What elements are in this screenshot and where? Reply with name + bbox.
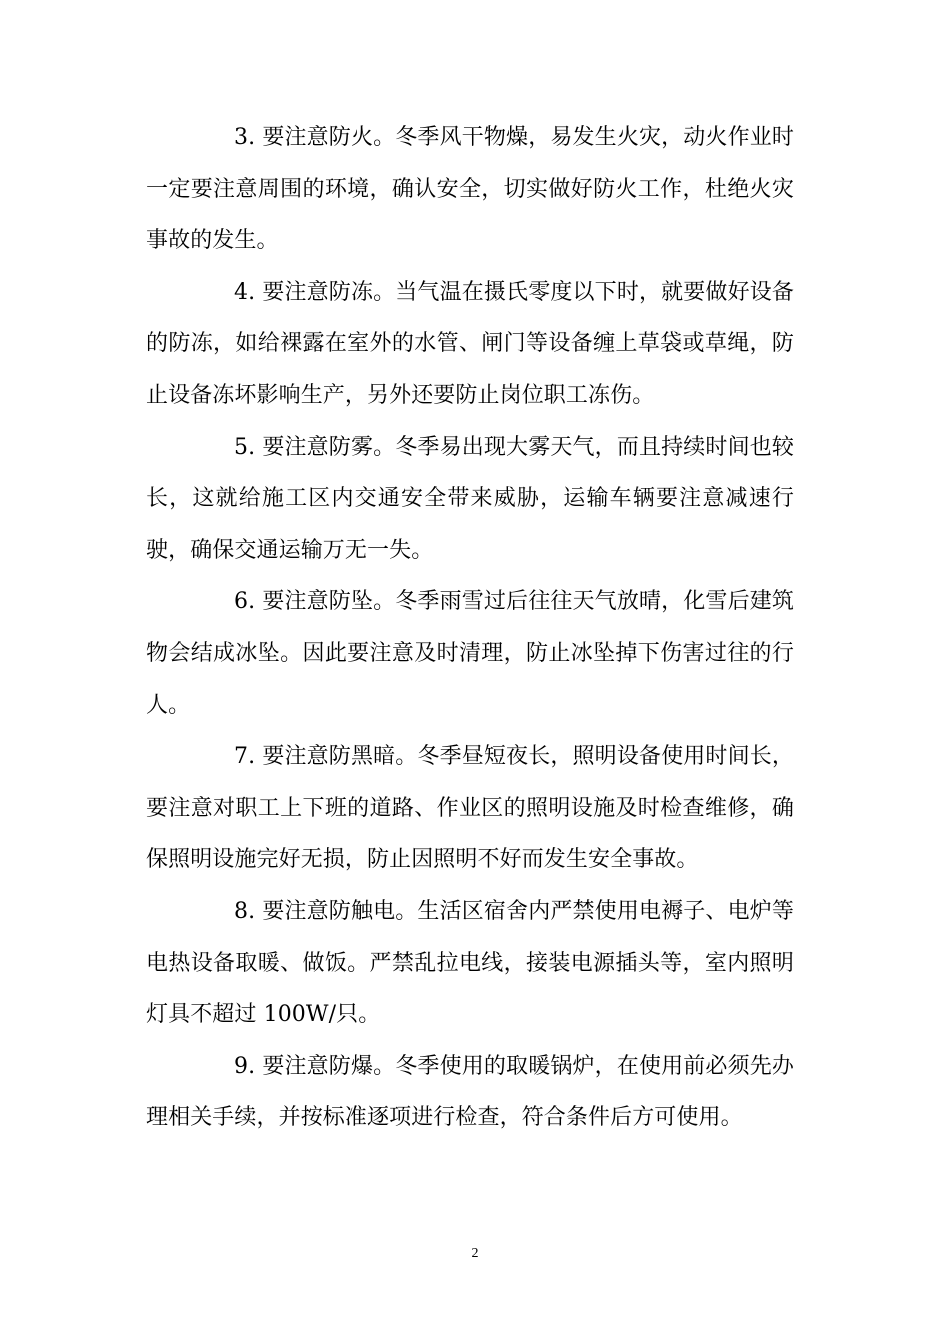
document-body [146,112,794,1144]
paragraph-5-fog: 5. 要注意防雾。冬季易出现大雾天气，而且持续时间也较长，这就给施工区内交通安全带来威胁，运输车辆要注意减速行驶，确保交通运输万无一失。 [146,434,794,563]
paragraph-6-icicle: 6. 要注意防坠。冬季雨雪过后往往天气放晴，化雪后建筑物会结成冰坠。因此要注意及时清理，防止冰坠掉下伤害过往的行人。 [146,589,794,718]
paragraph-7-darkness: 7. 要注意防黑暗。冬季昼短夜长，照明设备使用时间长，要注意对职工上下班的道路、作业区的照明设施及时检查维修，确保照明设施完好无损，防止因照明不好而发生安全事故。 [146,744,794,873]
paragraph-4-freeze: 4. 要注意防冻。当气温在摄氏零度以下时，就要做好设备的防冻，如给裸露在室外的水管、闸门等设备缠上草袋或草绳，防止设备冻坏影响生产，另外还要防止岗位职工冻伤。 [146,279,794,408]
paragraph-3-fire: 3. 要注意防火。冬季风干物燥，易发生火灾，动火作业时一定要注意周围的环境，确认安全，切实做好防火工作，杜绝火灾事故的发生。 [146,125,794,254]
paragraph-8-electric-shock: 8. 要注意防触电。生活区宿舍内严禁使用电褥子、电炉等电热设备取暖、做饭。严禁乱拉电线，接装电源插头等，室内照明灯具不超过 100W/只。 [146,898,794,1028]
page-number: 2 [471,1246,479,1261]
paragraph-9-explosion: 9. 要注意防爆。冬季使用的取暖锅炉，在使用前必须先办理相关手续，并按标准逐项进行检查，符合条件后方可使用。 [146,1053,794,1131]
